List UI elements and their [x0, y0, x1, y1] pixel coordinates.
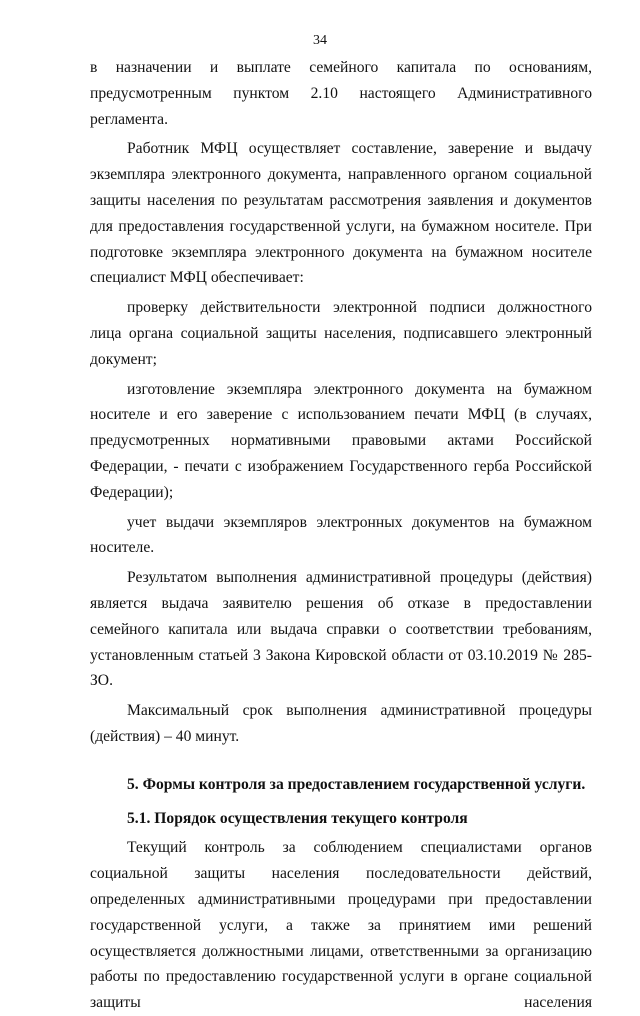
subsection-heading: 5.1. Порядок осуществления текущего контроля — [127, 809, 468, 827]
paragraph-paper-copy: изготовление экземпляра электронного документа на бумажном носителе и его заверение с использованием печати МФЦ (в случаях, предусмотренных нормативными правовыми актами Российской Федерации, - печати с изображением Государственного герба Российской Федерации); — [90, 380, 592, 501]
paragraph-signature-check: проверку действительности электронной подписи должностного лица органа социальной защиты населения, подписавшего электронный документ; — [90, 299, 592, 368]
paragraph-mfc-worker: Работник МФЦ осуществляет составление, заверение и выдачу экземпляра электронного документа, направленного органом социальной защиты населения по результатам рассмотрения заявления и документов для предоставления государственной услуги, на бумажном носителе. При подготовке экземпляра электронного документа на бумажном носителе специалист МФЦ обеспечивает: — [90, 140, 592, 287]
paragraph-current-control: Текущий контроль за соблюдением специалистами органов социальной защиты населения последовательности действий, определенных административными процедурами при предоставлении государственной услуги, а также за принятием ими решений осуществляется должностными лицами, ответственными за организацию работы по предоставлению государственной услуги в органе социальной защиты населения — [90, 839, 592, 1012]
paragraph-result: Результатом выполнения административной процедуры (действия) является выдача заявителю решения об отказе в предоставлении семейного капитала или выдача справки о соответствии требованиям, установленным статьей 3 Закона Кировской области от 03.10.2019 № 285-ЗО. — [90, 569, 592, 690]
paragraph-max-time: Максимальный срок выполнения административной процедуры (действия) – 40 минут. — [90, 702, 592, 745]
paragraph-accounting: учет выдачи экземпляров электронных документов на бумажном носителе. — [90, 513, 592, 557]
document-body — [90, 55, 592, 1016]
paragraph-continuation: в назначении и выплате семейного капитала по основаниям, предусмотренным пунктом 2.10 настоящего Административного регламента. — [90, 59, 592, 128]
section-heading: 5. Формы контроля за предоставлением государственной услуги. — [127, 775, 586, 793]
page-number: 34 — [313, 33, 327, 48]
